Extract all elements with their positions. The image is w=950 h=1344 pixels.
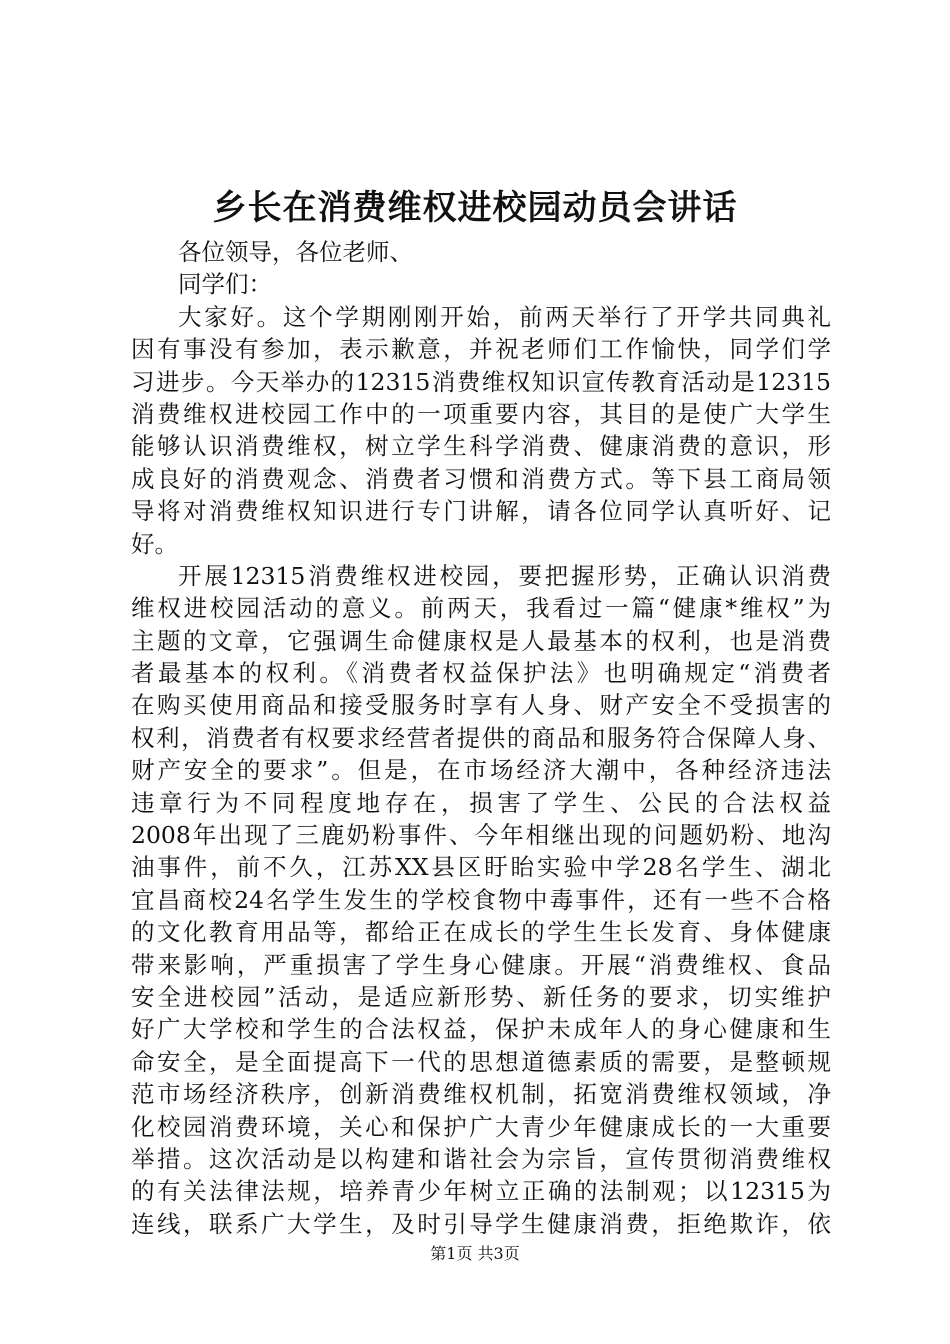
- text-line: 带来影响，严重损害了学生身心健康。开展“消费维权、食品: [131, 950, 831, 979]
- document-title: 乡长在消费维权进校园动员会讲话: [212, 188, 738, 228]
- text-line: 的文化教育用品等，都给正在成长的学生生长发育、身体健康: [131, 918, 831, 947]
- text-line: 成良好的消费观念、消费者习惯和消费方式。等下县工商局领: [131, 464, 831, 493]
- text-line: 维权进校园活动的意义。前两天，我看过一篇“健康*维权”为: [131, 594, 831, 623]
- text-line: 安全进校园”活动，是适应新形势、新任务的要求，切实维护: [131, 982, 831, 1011]
- text-line: 违章行为不同程度地存在，损害了学生、公民的合法权益: [131, 788, 831, 817]
- text-line: 者最基本的权利。《消费者权益保护法》也明确规定“消费者: [131, 659, 831, 688]
- text-line: 举措。这次活动是以构建和谐社会为宗旨，宣传贯彻消费维权: [131, 1144, 831, 1173]
- text-line: 范市场经济秩序，创新消费维权机制，拓宽消费维权领域，净: [131, 1080, 831, 1109]
- text-line: 财产安全的要求”。但是，在市场经济大潮中，各种经济违法: [131, 756, 831, 785]
- text-line: 导将对消费维权知识进行专门讲解，请各位同学认真听好、记: [131, 497, 831, 526]
- text-line: 化校园消费环境，关心和保护广大青少年健康成长的一大重要: [131, 1112, 831, 1141]
- text-line: 开展12315消费维权进校园，要把握形势，正确认识消费: [178, 561, 831, 590]
- text-line: 习进步。今天举办的12315消费维权知识宣传教育活动是12315: [131, 367, 831, 396]
- text-line: 宜昌商校24名学生发生的学校食物中毒事件，还有一些不合格: [131, 885, 831, 914]
- document-body: [131, 236, 831, 1240]
- text-line: 因有事没有参加，表示歉意，并祝老师们工作愉快，同学们学: [131, 335, 831, 364]
- text-line: 各位领导，各位老师、: [178, 238, 413, 266]
- page-number-footer: 第1页 共3页: [430, 1244, 520, 1263]
- text-line: 好。: [131, 529, 178, 558]
- text-line: 能够认识消费维权，树立学生科学消费、健康消费的意识，形: [131, 432, 831, 461]
- text-line: 的有关法律法规，培养青少年树立正确的法制观；以12315为: [131, 1177, 831, 1206]
- text-line: 在购买使用商品和接受服务时享有人身、财产安全不受损害的: [131, 691, 831, 720]
- text-line: 大家好。这个学期刚刚开始，前两天举行了开学共同典礼: [178, 302, 831, 331]
- text-line: 连线，联系广大学生，及时引导学生健康消费，拒绝欺诈，依: [131, 1209, 831, 1238]
- text-line: 主题的文章，它强调生命健康权是人最基本的权利，也是消费: [131, 626, 831, 655]
- text-line: 油事件，前不久，江苏XX县区盱眙实验中学28名学生、湖北: [131, 853, 831, 882]
- text-line: 消费维权进校园工作中的一项重要内容，其目的是使广大学生: [131, 399, 831, 428]
- text-line: 权利，消费者有权要求经营者提供的商品和服务符合保障人身、: [131, 723, 831, 752]
- text-line: 2008年出现了三鹿奶粉事件、今年相继出现的问题奶粉、地沟: [131, 821, 831, 850]
- text-line: 好广大学校和学生的合法权益，保护未成年人的身心健康和生: [131, 1015, 831, 1044]
- text-line: 命安全，是全面提高下一代的思想道德素质的需要，是整顿规: [131, 1047, 831, 1076]
- text-line: 同学们：: [178, 270, 272, 299]
